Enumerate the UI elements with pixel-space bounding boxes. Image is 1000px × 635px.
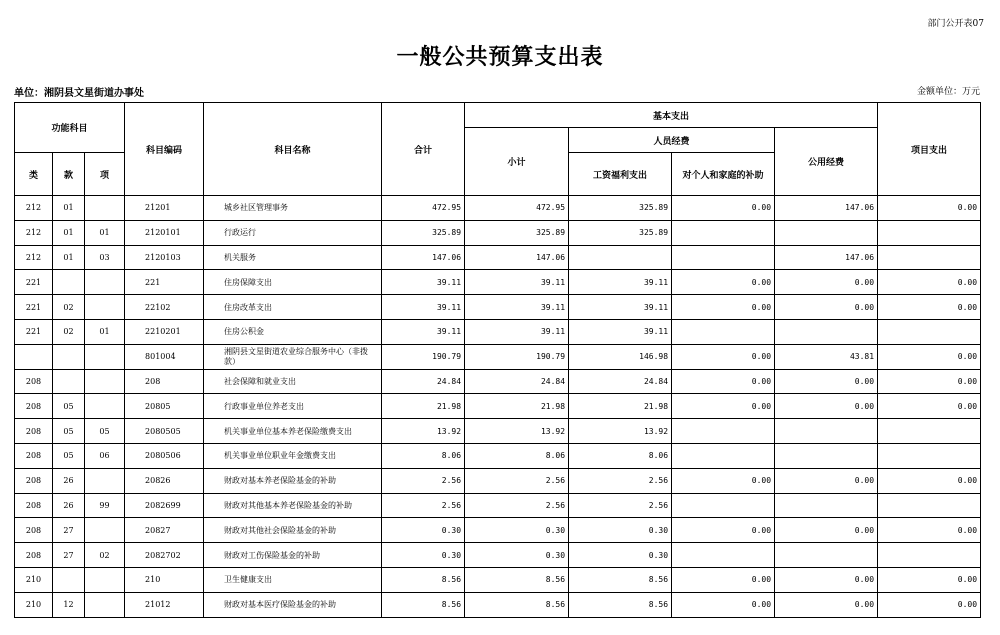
cell-subtotal: 190.79 — [465, 344, 569, 369]
table-row — [15, 443, 981, 468]
cell-project: 0.00 — [878, 196, 981, 221]
cell-public-funds: 0.00 — [775, 369, 878, 394]
cell-total: 0.30 — [382, 543, 465, 568]
cell-xiang — [85, 270, 125, 295]
cell-lei — [15, 344, 53, 369]
cell-subject-code: 2082702 — [125, 543, 204, 568]
cell-total: 0.30 — [382, 518, 465, 543]
cell-subsidies: 0.00 — [672, 468, 775, 493]
cell-subtotal: 325.89 — [465, 220, 569, 245]
cell-subject-name: 财政对工伤保险基金的补助 — [204, 543, 382, 568]
cell-subject-code: 2120103 — [125, 245, 204, 270]
cell-subject-name: 机关服务 — [204, 245, 382, 270]
cell-total: 39.11 — [382, 319, 465, 344]
table-row — [15, 518, 981, 543]
cell-subject-code: 210 — [125, 567, 204, 592]
cell-total: 13.92 — [382, 419, 465, 444]
cell-kuan: 02 — [53, 319, 85, 344]
unit-label: 单位：湘阴县文星街道办事处 — [14, 88, 144, 99]
cell-lei: 208 — [15, 419, 53, 444]
page-title: 一般公共预算支出表 — [396, 44, 604, 70]
cell-subtotal: 24.84 — [465, 369, 569, 394]
cell-lei: 221 — [15, 270, 53, 295]
cell-wages: 21.98 — [569, 394, 672, 419]
cell-xiang — [85, 369, 125, 394]
cell-kuan: 01 — [53, 220, 85, 245]
cell-project: 0.00 — [878, 394, 981, 419]
cell-total: 147.06 — [382, 245, 465, 270]
cell-wages: 2.56 — [569, 493, 672, 518]
header-project: 项目支出 — [878, 103, 981, 196]
cell-kuan: 02 — [53, 295, 85, 320]
cell-public-funds — [775, 543, 878, 568]
header-subsidies: 对个人和家庭的补助 — [672, 153, 775, 196]
cell-public-funds — [775, 419, 878, 444]
cell-subsidies: 0.00 — [672, 295, 775, 320]
cell-wages: 0.30 — [569, 543, 672, 568]
cell-subsidies — [672, 319, 775, 344]
cell-subject-code: 20805 — [125, 394, 204, 419]
cell-subtotal: 2.56 — [465, 493, 569, 518]
cell-project: 0.00 — [878, 518, 981, 543]
cell-project: 0.00 — [878, 270, 981, 295]
cell-kuan: 05 — [53, 419, 85, 444]
cell-subsidies — [672, 543, 775, 568]
cell-wages: 146.98 — [569, 344, 672, 369]
cell-subject-code: 20827 — [125, 518, 204, 543]
cell-public-funds: 0.00 — [775, 394, 878, 419]
cell-wages: 13.92 — [569, 419, 672, 444]
header-subject-name: 科目名称 — [204, 103, 382, 196]
cell-subject-name: 机关事业单位基本养老保险缴费支出 — [204, 419, 382, 444]
cell-kuan: 27 — [53, 543, 85, 568]
cell-lei: 208 — [15, 394, 53, 419]
cell-wages: 8.56 — [569, 567, 672, 592]
form-number: 部门公开表07 — [927, 19, 984, 29]
cell-subsidies: 0.00 — [672, 567, 775, 592]
cell-subject-name: 卫生健康支出 — [204, 567, 382, 592]
cell-public-funds: 0.00 — [775, 518, 878, 543]
cell-project — [878, 319, 981, 344]
cell-subtotal: 8.56 — [465, 567, 569, 592]
cell-subsidies — [672, 443, 775, 468]
cell-project: 0.00 — [878, 295, 981, 320]
cell-subject-code: 21201 — [125, 196, 204, 221]
cell-subject-name: 住房公积金 — [204, 319, 382, 344]
cell-subtotal: 21.98 — [465, 394, 569, 419]
cell-project: 0.00 — [878, 369, 981, 394]
cell-wages: 0.30 — [569, 518, 672, 543]
cell-subtotal: 13.92 — [465, 419, 569, 444]
cell-xiang: 01 — [85, 220, 125, 245]
cell-public-funds: 0.00 — [775, 295, 878, 320]
cell-public-funds: 0.00 — [775, 592, 878, 617]
cell-subject-code: 2120101 — [125, 220, 204, 245]
cell-kuan: 01 — [53, 196, 85, 221]
cell-subtotal: 8.06 — [465, 443, 569, 468]
cell-subject-name: 社会保障和就业支出 — [204, 369, 382, 394]
header-basic-expenditure: 基本支出 — [465, 103, 878, 128]
cell-subtotal: 472.95 — [465, 196, 569, 221]
cell-subtotal: 0.30 — [465, 518, 569, 543]
cell-lei: 208 — [15, 493, 53, 518]
cell-xiang — [85, 344, 125, 369]
cell-xiang — [85, 295, 125, 320]
header-functional-subject: 功能科目 — [15, 103, 125, 153]
table-row — [15, 369, 981, 394]
cell-xiang: 05 — [85, 419, 125, 444]
table-row — [15, 245, 981, 270]
cell-xiang — [85, 592, 125, 617]
cell-lei: 210 — [15, 592, 53, 617]
cell-subtotal: 2.56 — [465, 468, 569, 493]
table-row — [15, 295, 981, 320]
cell-subtotal: 39.11 — [465, 270, 569, 295]
cell-project: 0.00 — [878, 468, 981, 493]
cell-subject-name: 财政对其他社会保险基金的补助 — [204, 518, 382, 543]
cell-public-funds: 0.00 — [775, 567, 878, 592]
cell-project — [878, 245, 981, 270]
cell-subject-code: 2080505 — [125, 419, 204, 444]
cell-project — [878, 493, 981, 518]
header-total: 合计 — [382, 103, 465, 196]
cell-xiang: 02 — [85, 543, 125, 568]
header-subtotal: 小计 — [465, 128, 569, 196]
header-wages: 工资福利支出 — [569, 153, 672, 196]
cell-wages: 24.84 — [569, 369, 672, 394]
table-row — [15, 468, 981, 493]
cell-xiang — [85, 518, 125, 543]
cell-wages: 8.56 — [569, 592, 672, 617]
cell-wages: 8.06 — [569, 443, 672, 468]
cell-xiang — [85, 567, 125, 592]
table-body — [15, 196, 981, 618]
cell-xiang — [85, 468, 125, 493]
cell-kuan — [53, 567, 85, 592]
cell-wages: 39.11 — [569, 295, 672, 320]
cell-total: 8.56 — [382, 567, 465, 592]
cell-wages: 39.11 — [569, 270, 672, 295]
cell-subsidies — [672, 493, 775, 518]
cell-project — [878, 220, 981, 245]
table-row — [15, 319, 981, 344]
cell-subsidies: 0.00 — [672, 196, 775, 221]
cell-kuan: 26 — [53, 468, 85, 493]
cell-subject-name: 财政对其他基本养老保险基金的补助 — [204, 493, 382, 518]
cell-subject-code: 22102 — [125, 295, 204, 320]
cell-subsidies — [672, 419, 775, 444]
cell-lei: 208 — [15, 468, 53, 493]
cell-public-funds: 147.06 — [775, 245, 878, 270]
cell-subject-code: 208 — [125, 369, 204, 394]
cell-public-funds — [775, 443, 878, 468]
cell-lei: 208 — [15, 518, 53, 543]
cell-lei: 212 — [15, 245, 53, 270]
cell-lei: 208 — [15, 369, 53, 394]
cell-xiang — [85, 196, 125, 221]
cell-total: 472.95 — [382, 196, 465, 221]
cell-kuan — [53, 344, 85, 369]
cell-project: 0.00 — [878, 592, 981, 617]
cell-subject-name: 财政对基本医疗保险基金的补助 — [204, 592, 382, 617]
cell-lei: 212 — [15, 196, 53, 221]
table-row — [15, 592, 981, 617]
cell-xiang — [85, 394, 125, 419]
cell-project — [878, 543, 981, 568]
cell-subject-name: 机关事业单位职业年金缴费支出 — [204, 443, 382, 468]
cell-xiang: 99 — [85, 493, 125, 518]
cell-public-funds — [775, 220, 878, 245]
cell-subsidies — [672, 245, 775, 270]
header-subject-code: 科目编码 — [125, 103, 204, 196]
cell-wages: 325.89 — [569, 196, 672, 221]
header-public-funds: 公用经费 — [775, 128, 878, 196]
cell-lei: 208 — [15, 443, 53, 468]
table-row — [15, 220, 981, 245]
cell-lei: 221 — [15, 319, 53, 344]
cell-subject-name: 住房改革支出 — [204, 295, 382, 320]
cell-kuan — [53, 270, 85, 295]
cell-subject-code: 801004 — [125, 344, 204, 369]
cell-subtotal: 39.11 — [465, 295, 569, 320]
cell-subsidies: 0.00 — [672, 518, 775, 543]
table-row — [15, 196, 981, 221]
table-row — [15, 344, 981, 369]
cell-project — [878, 443, 981, 468]
cell-project: 0.00 — [878, 344, 981, 369]
cell-kuan — [53, 369, 85, 394]
cell-kuan: 12 — [53, 592, 85, 617]
cell-subject-code: 2082699 — [125, 493, 204, 518]
cell-kuan: 26 — [53, 493, 85, 518]
cell-project: 0.00 — [878, 567, 981, 592]
cell-subsidies — [672, 220, 775, 245]
amount-unit-label: 金额单位：万元 — [916, 87, 980, 97]
cell-subtotal: 39.11 — [465, 319, 569, 344]
cell-wages — [569, 245, 672, 270]
cell-subject-name: 湘阴县文星街道农业综合服务中心（非拨款） — [204, 344, 382, 369]
cell-subject-code: 2210201 — [125, 319, 204, 344]
table-row — [15, 493, 981, 518]
cell-subject-name: 财政对基本养老保险基金的补助 — [204, 468, 382, 493]
cell-subject-name: 行政运行 — [204, 220, 382, 245]
cell-total: 39.11 — [382, 295, 465, 320]
cell-public-funds — [775, 493, 878, 518]
header-lei: 类 — [15, 153, 53, 196]
cell-kuan: 05 — [53, 394, 85, 419]
cell-subtotal: 0.30 — [465, 543, 569, 568]
cell-total: 8.06 — [382, 443, 465, 468]
cell-subtotal: 8.56 — [465, 592, 569, 617]
cell-kuan: 05 — [53, 443, 85, 468]
cell-subsidies: 0.00 — [672, 394, 775, 419]
cell-project — [878, 419, 981, 444]
cell-total: 2.56 — [382, 468, 465, 493]
cell-total: 8.56 — [382, 592, 465, 617]
cell-public-funds: 43.81 — [775, 344, 878, 369]
cell-subject-code: 2080506 — [125, 443, 204, 468]
cell-subject-code: 21012 — [125, 592, 204, 617]
cell-subsidies: 0.00 — [672, 344, 775, 369]
cell-kuan: 01 — [53, 245, 85, 270]
header-personnel: 人员经费 — [569, 128, 775, 153]
cell-public-funds: 0.00 — [775, 468, 878, 493]
table-row — [15, 270, 981, 295]
table-row — [15, 394, 981, 419]
cell-total: 21.98 — [382, 394, 465, 419]
cell-lei: 208 — [15, 543, 53, 568]
cell-wages: 325.89 — [569, 220, 672, 245]
cell-total: 39.11 — [382, 270, 465, 295]
cell-total: 325.89 — [382, 220, 465, 245]
table-row — [15, 419, 981, 444]
cell-total: 190.79 — [382, 344, 465, 369]
header-xiang: 项 — [85, 153, 125, 196]
cell-wages: 39.11 — [569, 319, 672, 344]
cell-subject-name: 行政事业单位养老支出 — [204, 394, 382, 419]
budget-table — [14, 102, 981, 618]
cell-public-funds — [775, 319, 878, 344]
cell-subsidies: 0.00 — [672, 270, 775, 295]
table-row — [15, 543, 981, 568]
cell-lei: 212 — [15, 220, 53, 245]
cell-subsidies: 0.00 — [672, 369, 775, 394]
cell-subject-name: 住房保障支出 — [204, 270, 382, 295]
cell-lei: 221 — [15, 295, 53, 320]
cell-subtotal: 147.06 — [465, 245, 569, 270]
cell-total: 2.56 — [382, 493, 465, 518]
cell-xiang: 01 — [85, 319, 125, 344]
cell-subject-code: 221 — [125, 270, 204, 295]
cell-subject-code: 20826 — [125, 468, 204, 493]
cell-lei: 210 — [15, 567, 53, 592]
header-kuan: 款 — [53, 153, 85, 196]
cell-xiang: 03 — [85, 245, 125, 270]
cell-subject-name: 城乡社区管理事务 — [204, 196, 382, 221]
cell-kuan: 27 — [53, 518, 85, 543]
cell-public-funds: 147.06 — [775, 196, 878, 221]
cell-xiang: 06 — [85, 443, 125, 468]
cell-total: 24.84 — [382, 369, 465, 394]
cell-wages: 2.56 — [569, 468, 672, 493]
cell-public-funds: 0.00 — [775, 270, 878, 295]
table-row — [15, 567, 981, 592]
cell-subsidies: 0.00 — [672, 592, 775, 617]
